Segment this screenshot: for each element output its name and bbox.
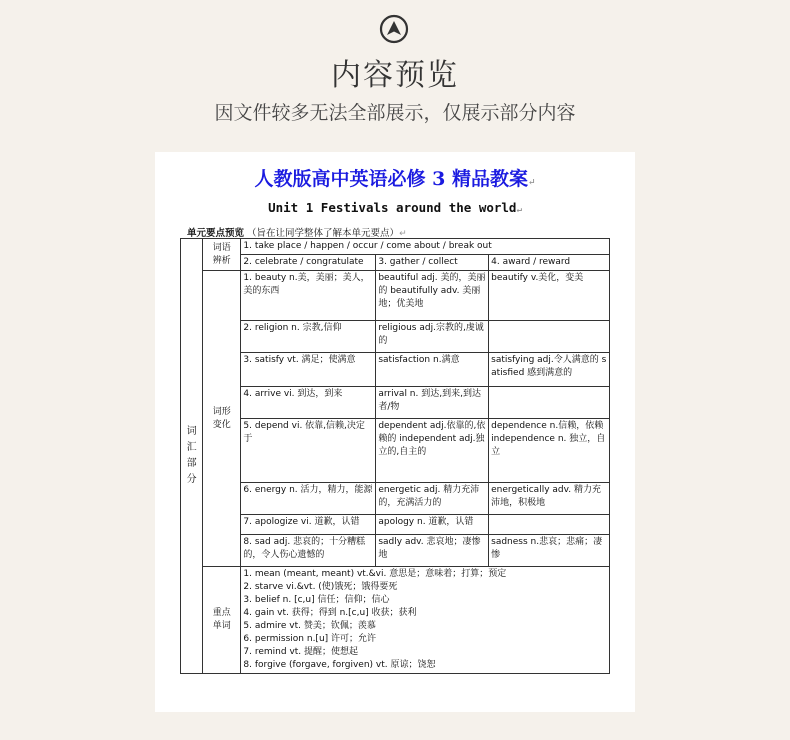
- table-row: [181, 483, 610, 515]
- discrimination-row-2a: 2. celebrate / congratulate: [241, 255, 376, 271]
- cell: [489, 515, 610, 535]
- list-item: 7. remind vt. 提醒；使想起: [243, 647, 359, 658]
- cell: 7. apologize vi. 道歉，认错: [241, 515, 376, 535]
- list-item: 2. starve vi.&vt. (使)饿死；饿得要死: [243, 582, 398, 593]
- unit-title: Unit 1 Festivals around the world↵: [268, 200, 522, 215]
- table-row: [181, 535, 610, 567]
- cell: apology n. 道歉，认错: [376, 515, 489, 535]
- cell: 3. satisfy vt. 满足；使满意: [241, 353, 376, 387]
- cell: beautiful adj. 美的，美丽的 beautifully adv. 美丽地；优美地: [376, 271, 489, 321]
- cell: satisfaction n.满意: [376, 353, 489, 387]
- list-item: 5. admire vt. 赞美；钦佩；羡慕: [243, 621, 376, 632]
- table-row: [181, 419, 610, 483]
- table-row: [181, 515, 610, 535]
- list-item: 3. belief n. [c,u] 信任；信仰；信心: [243, 595, 390, 606]
- cell: beautify v.美化，变美: [489, 271, 610, 321]
- table-row: [181, 353, 610, 387]
- table-row: [181, 387, 610, 419]
- cell: dependence n.信赖，依赖 independence n. 独立，自立: [489, 419, 610, 483]
- list-item: 8. forgive (forgave, forgiven) vt. 原谅；饶恕: [243, 660, 436, 671]
- cell: 2. religion n. 宗教,信仰: [241, 321, 376, 353]
- triangle-in-circle-icon: [379, 14, 409, 44]
- page-subtitle: 因文件较多无法全部展示，仅展示部分内容: [214, 102, 576, 124]
- discrimination-row-1: 1. take place / happen / occur / come about / break out: [241, 239, 610, 255]
- unit-preview-heading: 单元要点预览 （旨在让同学整体了解本单元要点）↵: [187, 228, 407, 239]
- cell: [489, 321, 610, 353]
- cell: dependent adj.依靠的,依赖的 independent adj.独立的,自主的: [376, 419, 489, 483]
- table-row: [181, 239, 610, 255]
- word-forms-label: 词形 变化: [203, 271, 241, 567]
- table-row: [181, 271, 610, 321]
- discrimination-row-2b: 3. gather / collect: [376, 255, 489, 271]
- table-row: [181, 255, 610, 271]
- discrimination-row-2c: 4. award / reward: [489, 255, 610, 271]
- vocabulary-table: [180, 238, 610, 674]
- list-item: 6. permission n.[u] 许可；允许: [243, 634, 377, 645]
- cell: satisfying adj.令人满意的 satisfied 感到满意的: [489, 353, 610, 387]
- document-title: 人教版高中英语必修 3 精品教案↵: [254, 168, 536, 190]
- table-row: [181, 567, 610, 674]
- cell: religious adj.宗教的,虔诚的: [376, 321, 489, 353]
- vocab-section-label: 词汇部分: [181, 239, 203, 674]
- key-words-label: 重点 单词: [203, 567, 241, 674]
- key-words-list: [241, 567, 610, 674]
- cell: 6. energy n. 活力，精力，能源: [241, 483, 376, 515]
- cell: energetically adv. 精力充沛地，积极地: [489, 483, 610, 515]
- cell: 4. arrive vi. 到达，到来: [241, 387, 376, 419]
- cell: energetic adj. 精力充沛的，充满活力的: [376, 483, 489, 515]
- cell: sadly adv. 悲哀地；凄惨地: [376, 535, 489, 567]
- cell: 5. depend vi. 依靠,信赖,决定于: [241, 419, 376, 483]
- cell: 8. sad adj. 悲哀的；十分糟糕的，令人伤心遗憾的: [241, 535, 376, 567]
- page-title: 内容预览: [331, 58, 459, 93]
- cell: [489, 387, 610, 419]
- cell: 1. beauty n.美，美丽；美人，美的东西: [241, 271, 376, 321]
- cell: sadness n.悲哀；悲痛；凄惨: [489, 535, 610, 567]
- cell: arrival n. 到达,到来,到达者/物: [376, 387, 489, 419]
- document-preview: [155, 152, 635, 712]
- table-row: [181, 321, 610, 353]
- list-item: 1. mean (meant, meant) vt.&vi. 意思是；意味着；打算；预定: [243, 569, 507, 580]
- list-item: 4. gain vt. 获得；得到 n.[c,u] 收获；获利: [243, 608, 417, 619]
- discrimination-label: 词语 辨析: [203, 239, 241, 271]
